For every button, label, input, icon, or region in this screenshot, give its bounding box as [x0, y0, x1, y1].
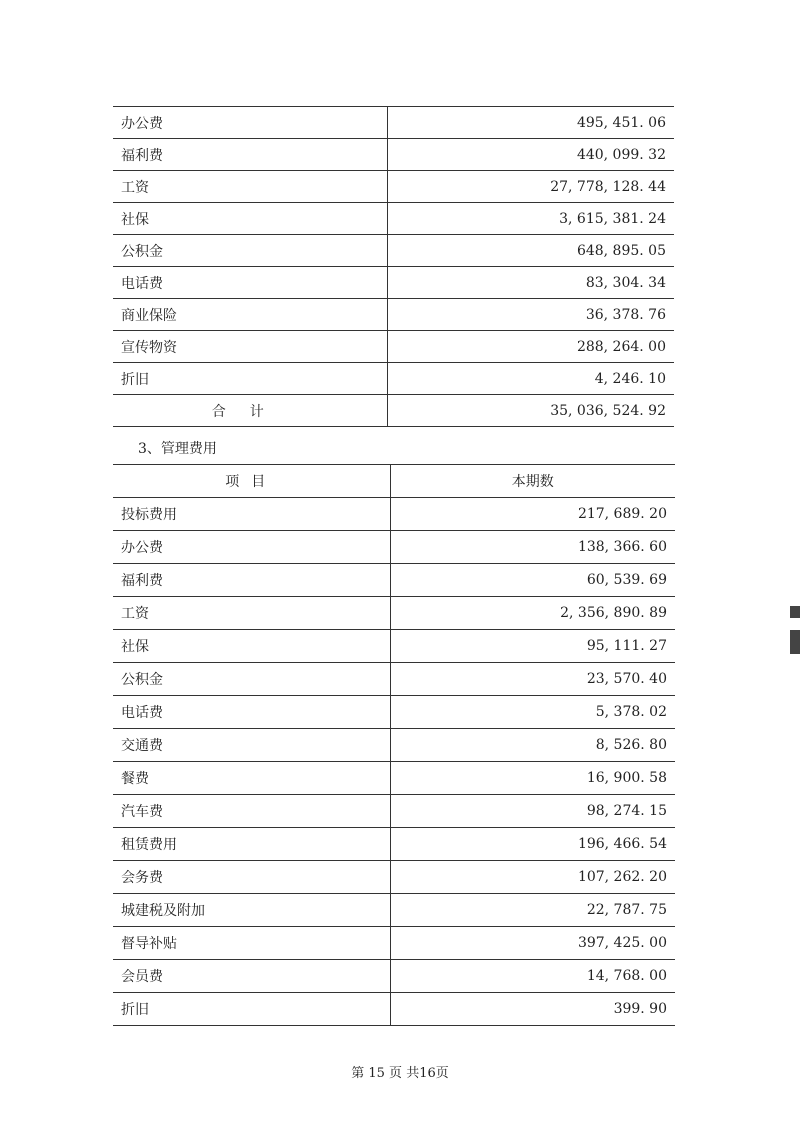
item-name: 餐费: [113, 762, 390, 795]
table-row: [113, 139, 674, 171]
item-name: 公积金: [113, 235, 387, 267]
item-name: 社保: [113, 630, 390, 663]
table-row: [113, 107, 674, 139]
item-amount: 16, 900. 58: [390, 762, 675, 795]
item-amount: 648, 895. 05: [387, 235, 674, 267]
item-amount: 2, 356, 890. 89: [390, 597, 675, 630]
item-amount: 107, 262. 20: [390, 861, 675, 894]
table-row: [113, 630, 675, 663]
item-amount: 399. 90: [390, 993, 675, 1026]
table-row: [113, 795, 675, 828]
item-name: 工资: [113, 597, 390, 630]
table-row: [113, 171, 674, 203]
column-header-item: 项目: [113, 465, 390, 498]
table-row: [113, 203, 674, 235]
table-row: [113, 927, 675, 960]
total-label: 合计: [113, 395, 387, 427]
table-row: [113, 299, 674, 331]
table-row: [113, 762, 675, 795]
item-name: 商业保险: [113, 299, 387, 331]
item-name: 折旧: [113, 363, 387, 395]
item-name: 社保: [113, 203, 387, 235]
table-header-row: [113, 465, 675, 498]
item-name: 宣传物资: [113, 331, 387, 363]
table-row: [113, 993, 675, 1026]
item-name: 交通费: [113, 729, 390, 762]
item-amount: 5, 378. 02: [390, 696, 675, 729]
item-amount: 397, 425. 00: [390, 927, 675, 960]
total-amount: 35, 036, 524. 92: [387, 395, 674, 427]
item-amount: 22, 787. 75: [390, 894, 675, 927]
scan-edge-mark: [790, 606, 800, 618]
item-amount: 217, 689. 20: [390, 498, 675, 531]
item-name: 会务费: [113, 861, 390, 894]
table-row: [113, 696, 675, 729]
table-row: [113, 861, 675, 894]
item-amount: 14, 768. 00: [390, 960, 675, 993]
page-footer: 第 15 页 共16页: [351, 1066, 449, 1081]
item-name: 公积金: [113, 663, 390, 696]
item-amount: 98, 274. 15: [390, 795, 675, 828]
item-amount: 196, 466. 54: [390, 828, 675, 861]
item-amount: 23, 570. 40: [390, 663, 675, 696]
item-amount: 495, 451. 06: [387, 107, 674, 139]
item-amount: 138, 366. 60: [390, 531, 675, 564]
item-amount: 60, 539. 69: [390, 564, 675, 597]
table-row: [113, 960, 675, 993]
table-row: [113, 663, 675, 696]
table-row: [113, 828, 675, 861]
item-name: 城建税及附加: [113, 894, 390, 927]
item-name: 福利费: [113, 139, 387, 171]
table-row: [113, 235, 674, 267]
table-row: [113, 363, 674, 395]
item-name: 折旧: [113, 993, 390, 1026]
item-name: 办公费: [113, 531, 390, 564]
item-amount: 440, 099. 32: [387, 139, 674, 171]
table-row: [113, 894, 675, 927]
item-name: 汽车费: [113, 795, 390, 828]
column-header-amount: 本期数: [390, 465, 675, 498]
admin-expense-table: [113, 464, 675, 1026]
item-amount: 4, 246. 10: [387, 363, 674, 395]
item-amount: 27, 778, 128. 44: [387, 171, 674, 203]
item-amount: 3, 615, 381. 24: [387, 203, 674, 235]
expense-table-top: [113, 106, 674, 427]
item-name: 租赁费用: [113, 828, 390, 861]
table-row: [113, 729, 675, 762]
item-name: 工资: [113, 171, 387, 203]
item-name: 办公费: [113, 107, 387, 139]
item-amount: 36, 378. 76: [387, 299, 674, 331]
table-row: [113, 331, 674, 363]
table-row: [113, 498, 675, 531]
item-amount: 83, 304. 34: [387, 267, 674, 299]
item-name: 福利费: [113, 564, 390, 597]
total-row: [113, 395, 674, 427]
table-row: [113, 597, 675, 630]
scan-edge-mark: [790, 630, 800, 654]
table-row: [113, 267, 674, 299]
item-name: 投标费用: [113, 498, 390, 531]
item-name: 电话费: [113, 267, 387, 299]
item-amount: 8, 526. 80: [390, 729, 675, 762]
item-name: 督导补贴: [113, 927, 390, 960]
item-name: 电话费: [113, 696, 390, 729]
item-amount: 288, 264. 00: [387, 331, 674, 363]
section-heading: 3、管理费用: [138, 441, 217, 457]
item-name: 会员费: [113, 960, 390, 993]
table-row: [113, 531, 675, 564]
item-amount: 95, 111. 27: [390, 630, 675, 663]
table-row: [113, 564, 675, 597]
